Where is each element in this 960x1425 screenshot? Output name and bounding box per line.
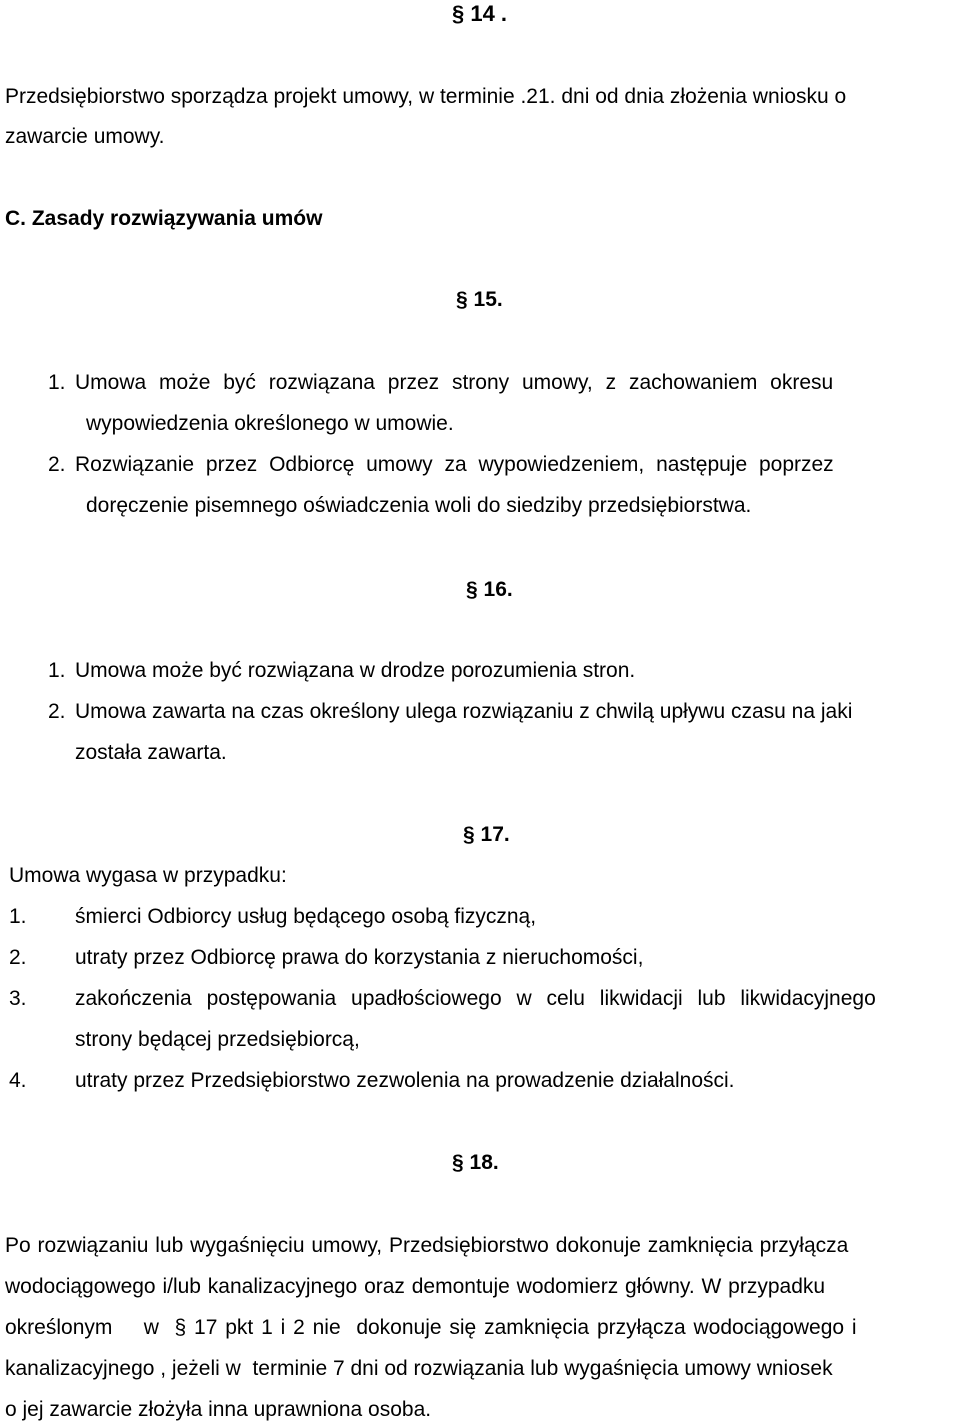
section-14-text-line-2: zawarcie umowy. xyxy=(5,125,165,148)
section-16-item-2-line-1: Umowa zawarta na czas określony ulega rozwiązaniu z chwilą upływu czasu na jaki xyxy=(75,700,853,723)
section-17-intro: Umowa wygasa w przypadku: xyxy=(9,864,287,887)
section-15-title: § 15. xyxy=(456,288,503,311)
section-15-item-2-line-2: doręczenie pisemnego oświadczenia woli do siedziby przedsiębiorstwa. xyxy=(86,494,752,517)
section-17-item-2-number: 2. xyxy=(9,946,27,969)
section-17-item-3-number: 3. xyxy=(9,987,27,1010)
section-17-item-4-number: 4. xyxy=(9,1069,27,1092)
section-15-item-2-line-1: Rozwiązanie przez Odbiorcę umowy za wypowiedzeniem, następuje poprzez xyxy=(75,453,834,476)
section-15-item-2-number: 2. xyxy=(48,453,66,476)
section-18-text-line-4: kanalizacyjnego , jeżeli w terminie 7 dni od rozwiązania lub wygaśnięcia umowy wniosek xyxy=(5,1357,833,1380)
section-16-title: § 16. xyxy=(466,578,513,601)
section-17-item-3-line-1: zakończenia postępowania upadłościowego w celu likwidacji lub likwidacyjnego xyxy=(75,987,876,1010)
section-17-item-1-number: 1. xyxy=(9,905,27,928)
section-c-heading: C. Zasady rozwiązywania umów xyxy=(5,207,323,230)
section-15-item-1-line-2: wypowiedzenia określonego w umowie. xyxy=(86,412,454,435)
section-16-item-1-line-1: Umowa może być rozwiązana w drodze porozumienia stron. xyxy=(75,659,636,682)
section-18-text-line-2: wodociągowego i/lub kanalizacyjnego oraz demontuje wodomierz główny. W przypadku xyxy=(5,1275,826,1298)
section-18-text-line-3: określonym w § 17 pkt 1 i 2 nie dokonuje się zamknięcia przyłącza wodociągowego i xyxy=(5,1316,857,1339)
section-17-item-1-line-1: śmierci Odbiorcy usług będącego osobą fizyczną, xyxy=(75,905,537,928)
section-17-item-3-line-2: strony będącej przedsiębiorcą, xyxy=(75,1028,360,1051)
section-17-title: § 17. xyxy=(463,823,510,846)
section-18-text-line-1: Po rozwiązaniu lub wygaśnięciu umowy, Przedsiębiorstwo dokonuje zamknięcia przyłącza xyxy=(5,1234,849,1257)
section-15-item-1-number: 1. xyxy=(48,371,66,394)
section-16-item-1-number: 1. xyxy=(48,659,66,682)
section-14-title: § 14 . xyxy=(452,1,508,26)
section-17-item-4-line-1: utraty przez Przedsiębiorstwo zezwolenia na prowadzenie działalności. xyxy=(75,1069,735,1092)
section-18-title: § 18. xyxy=(452,1151,499,1174)
section-17-item-2-line-1: utraty przez Odbiorcę prawa do korzystania z nieruchomości, xyxy=(75,946,644,969)
section-16-item-2-line-2: została zawarta. xyxy=(75,741,227,764)
section-15-item-1-line-1: Umowa może być rozwiązana przez strony umowy, z zachowaniem okresu xyxy=(75,371,834,394)
section-18-text-line-5: o jej zawarcie złożyła inna uprawniona osoba. xyxy=(5,1398,432,1421)
section-16-item-2-number: 2. xyxy=(48,700,66,723)
section-14-text-line-1: Przedsiębiorstwo sporządza projekt umowy, w terminie .21. dni od dnia złożenia wniosku o xyxy=(5,85,847,108)
